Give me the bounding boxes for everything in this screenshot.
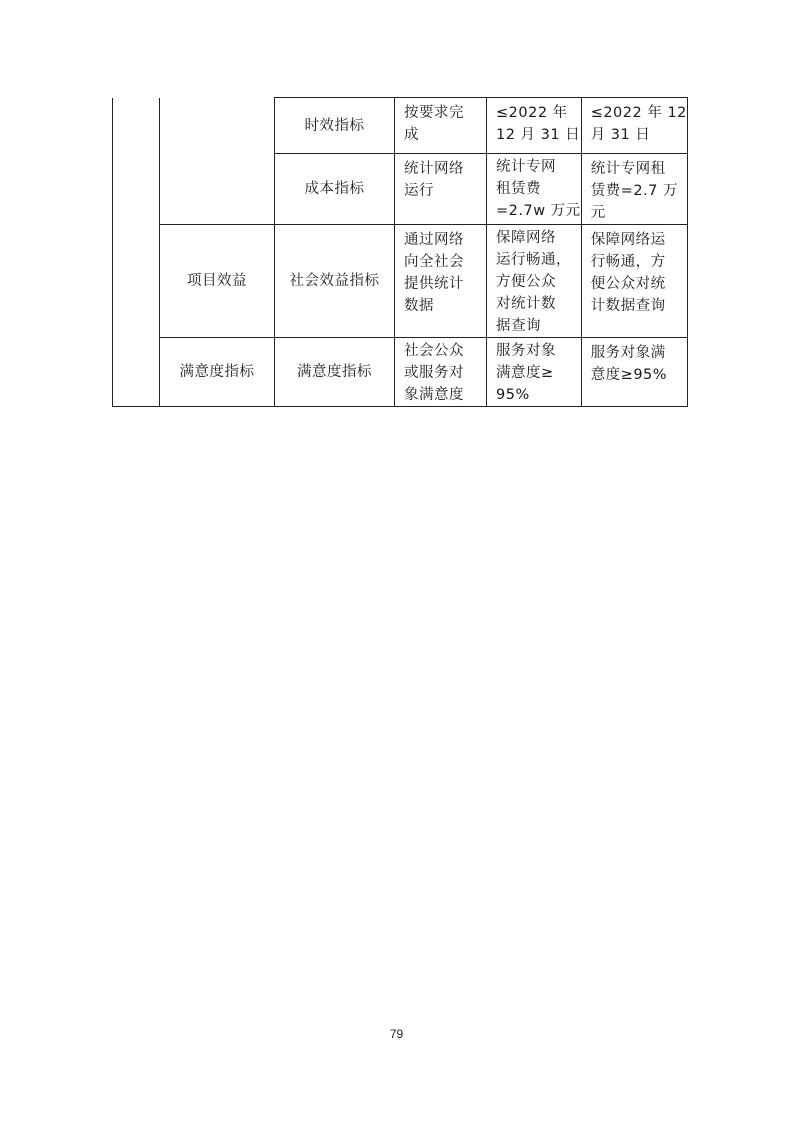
- level2-cell: 项目效益: [160, 225, 275, 338]
- level3-cell: 满意度指标: [275, 338, 395, 407]
- target-cell: ≤2022 年 12 月 31 日: [487, 98, 582, 154]
- content-cell: 按要求完 成: [395, 98, 487, 154]
- page-number: 79: [389, 1027, 404, 1041]
- level3-cell: 社会效益指标: [275, 225, 395, 338]
- target-cell: 服务对象 满意度≥ 95%: [487, 338, 582, 407]
- level2-cell: [160, 98, 275, 225]
- actual-cell: 统计专网租 赁费=2.7 万 元: [581, 154, 687, 225]
- content-cell: 通过网络 向全社会 提供统计 数据: [395, 225, 487, 338]
- performance-indicator-table: [112, 97, 688, 407]
- table-row: [113, 225, 688, 338]
- actual-cell: ≤2022 年 12 月 31 日: [581, 98, 687, 154]
- actual-cell: 保障网络运 行畅通，方 便公众对统 计数据查询: [581, 225, 687, 338]
- table-row: [113, 98, 688, 154]
- level3-cell: 成本指标: [275, 154, 395, 225]
- target-cell: 统计专网 租赁费 =2.7w 万元: [487, 154, 582, 225]
- table-row: [113, 338, 688, 407]
- level2-cell: 满意度指标: [160, 338, 275, 407]
- level1-cell: [113, 98, 160, 407]
- target-cell: 保障网络 运行畅通， 方便公众 对统计数 据查询: [487, 225, 582, 338]
- level3-cell: 时效指标: [275, 98, 395, 154]
- content-cell: 社会公众 或服务对 象满意度: [395, 338, 487, 407]
- content-cell: 统计网络 运行: [395, 154, 487, 225]
- actual-cell: 服务对象满 意度≥95%: [581, 338, 687, 407]
